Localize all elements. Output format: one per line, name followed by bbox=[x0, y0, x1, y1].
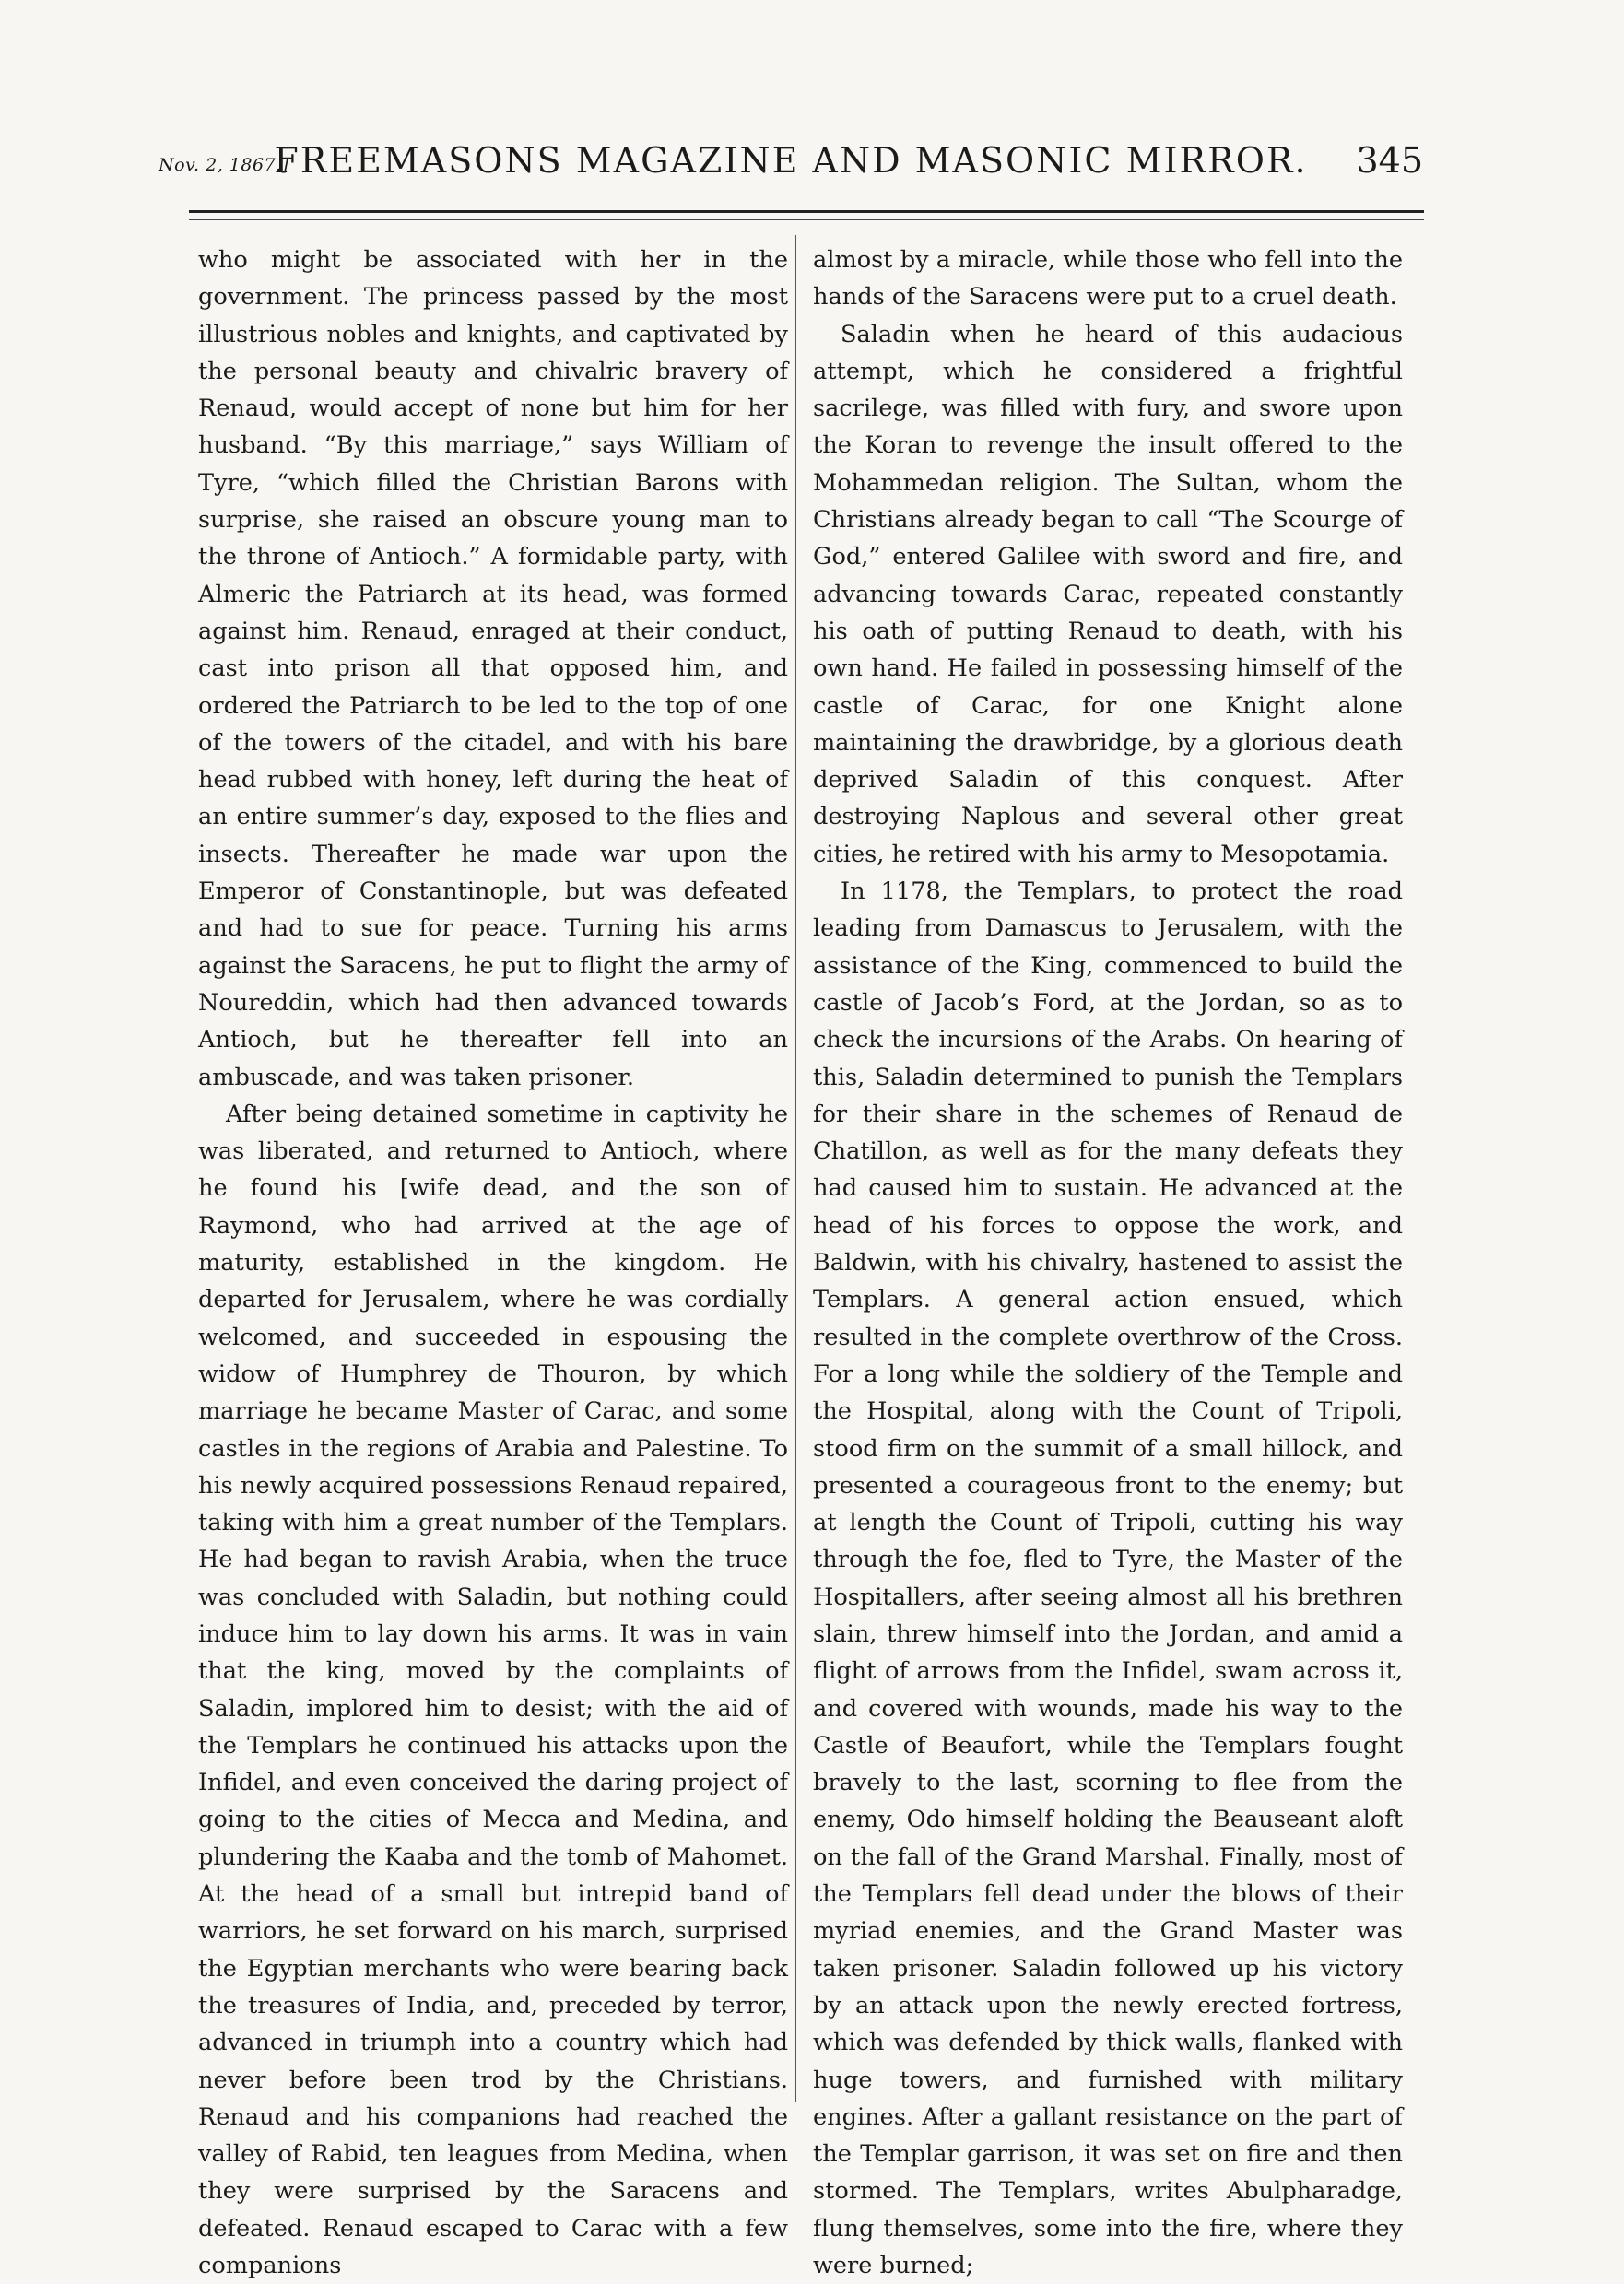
magazine-title: FREEMASONS MAGAZINE AND MASONIC MIRROR. bbox=[274, 140, 1308, 181]
left-paragraph-2: After being detained sometime in captivity he was liberated, and returned to Antioch, where he found his [wife dead, and the son of Raymond, who had arrived at the age of maturity, established in the kingdom. He departed for Jerusalem, where he was cordially welcomed, and succeeded in espousing the widow of Humphrey de Thouron, by which marriage he became Master of Carac, and some castles in the regions of Arabia and Palestine. To his newly acquired possessions Renaud repaired, taking with him a great number of the Templars. He had began to ravish Arabia, when the truce was concluded with Saladin, but nothing could induce him to lay down his arms. It was in vain that the king, moved by the complaints of Saladin, implored him to desist; with the aid of the Templars he continued his attacks upon the Infidel, and even conceived the daring project of going to the cities of Mecca and Medina, and plundering the Kaaba and the tomb of Mahomet. At the head of a small but intrepid band of warriors, he set forward on his march, surprised the Egyptian merchants who were bearing back the treasures of India, and, preceded by terror, advanced in triumph into a country which had never before been trod by the Christians. Renaud and his companions had reached the valley of Rabid, ten leagues from Medina, when they were surprised by the Saracens and defeated. Renaud escaped to Carac with a few companions bbox=[198, 1100, 788, 2280]
column-divider bbox=[795, 235, 796, 2102]
left-column bbox=[198, 241, 788, 2284]
header-rule-thin bbox=[189, 219, 1424, 220]
right-paragraph-3: In 1178, the Templars, to protect the road leading from Damascus to Jerusalem, with the assistance of the King, commenced to build the castle of Jacob’s Ford, at the Jordan, so as to check the incursions of the Arabs. On hearing of this, Saladin determined to punish the Templars for their share in the schemes of Renaud de Chatillon, as well as for the many defeats they had caused him to sustain. He advanced at the head of his forces to oppose the work, and Baldwin, with his chivalry, hastened to assist the Templars. A general action ensued, which resulted in the complete overthrow of the Cross. For a long while the soldiery of the Temple and the Hospital, along with the Count of Tripoli, stood firm on the summit of a small hillock, and presented a courageous front to the enemy; but at length the Count of Tripoli, cutting his way through the foe, fled to Tyre, the Master of the Hospitallers, after seeing almost all his brethren slain, threw himself into the Jordan, and amid a flight of arrows from the Infidel, swam across it, and covered with wounds, made his way to the Castle of Beaufort, while the Templars fought bravely to the last, scorning to flee from the enemy, Odo himself holding the Beauseant aloft on the fall of the Grand Marshal. Finally, most of the Templars fell dead under the blows of their myriad enemies, and the Grand Master was taken prisoner. Saladin followed up his victory by an attack upon the newly erected fortress, which was defended by thick walls, flanked with huge towers, and furnished with military engines. After a gallant resistance on the part of the Templar garrison, it was set on fire and then stormed. The Templars, writes Abulpharadge, flung themselves, some into the fire, where they were burned; bbox=[813, 877, 1403, 2280]
page-header bbox=[159, 127, 1423, 182]
issue-date: Nov. 2, 1867.] bbox=[159, 155, 289, 175]
header-rule-thick bbox=[189, 210, 1424, 213]
right-paragraph-1: almost by a miracle, while those who fell into the hands of the Saracens were put to a cruel death. bbox=[813, 246, 1403, 312]
page-number: 345 bbox=[1356, 140, 1423, 181]
right-paragraph-2: Saladin when he heard of this audacious attempt, which he considered a frightful sacrilege, was filled with fury, and swore upon the Koran to revenge the insult offered to the Mohammedan religion. The Sultan, whom the Christians already began to call “The Scourge of God,” entered Galilee with sword and fire, and advancing towards Carac, repeated constantly his oath of putting Renaud to death, with his own hand. He failed in possessing himself of the castle of Carac, for one Knight alone maintaining the drawbridge, by a glorious death deprived Saladin of this conquest. After destroying Naplous and several other great cities, he retired with his army to Mesopotamia. bbox=[813, 320, 1403, 868]
right-column bbox=[813, 241, 1403, 2284]
left-paragraph-1: who might be associated with her in the government. The princess passed by the most illustrious nobles and knights, and captivated by the personal beauty and chivalric bravery of Renaud, would accept of none but him for her husband. “By this marriage,” says William of Tyre, “which filled the Christian Barons with surprise, she raised an obscure young man to the throne of Antioch.” A formidable party, with Almeric the Patriarch at its head, was formed against him. Renaud, enraged at their conduct, cast into prison all that opposed him, and ordered the Patriarch to be led to the top of one of the towers of the citadel, and with his bare head rubbed with honey, left during the heat of an entire summer’s day, exposed to the flies and insects. Thereafter he made war upon the Emperor of Constantinople, but was defeated and had to sue for peace. Turning his arms against the Saracens, he put to flight the army of Noureddin, which had then advanced towards Antioch, but he thereafter fell into an ambuscade, and was taken prisoner. bbox=[198, 246, 788, 1091]
